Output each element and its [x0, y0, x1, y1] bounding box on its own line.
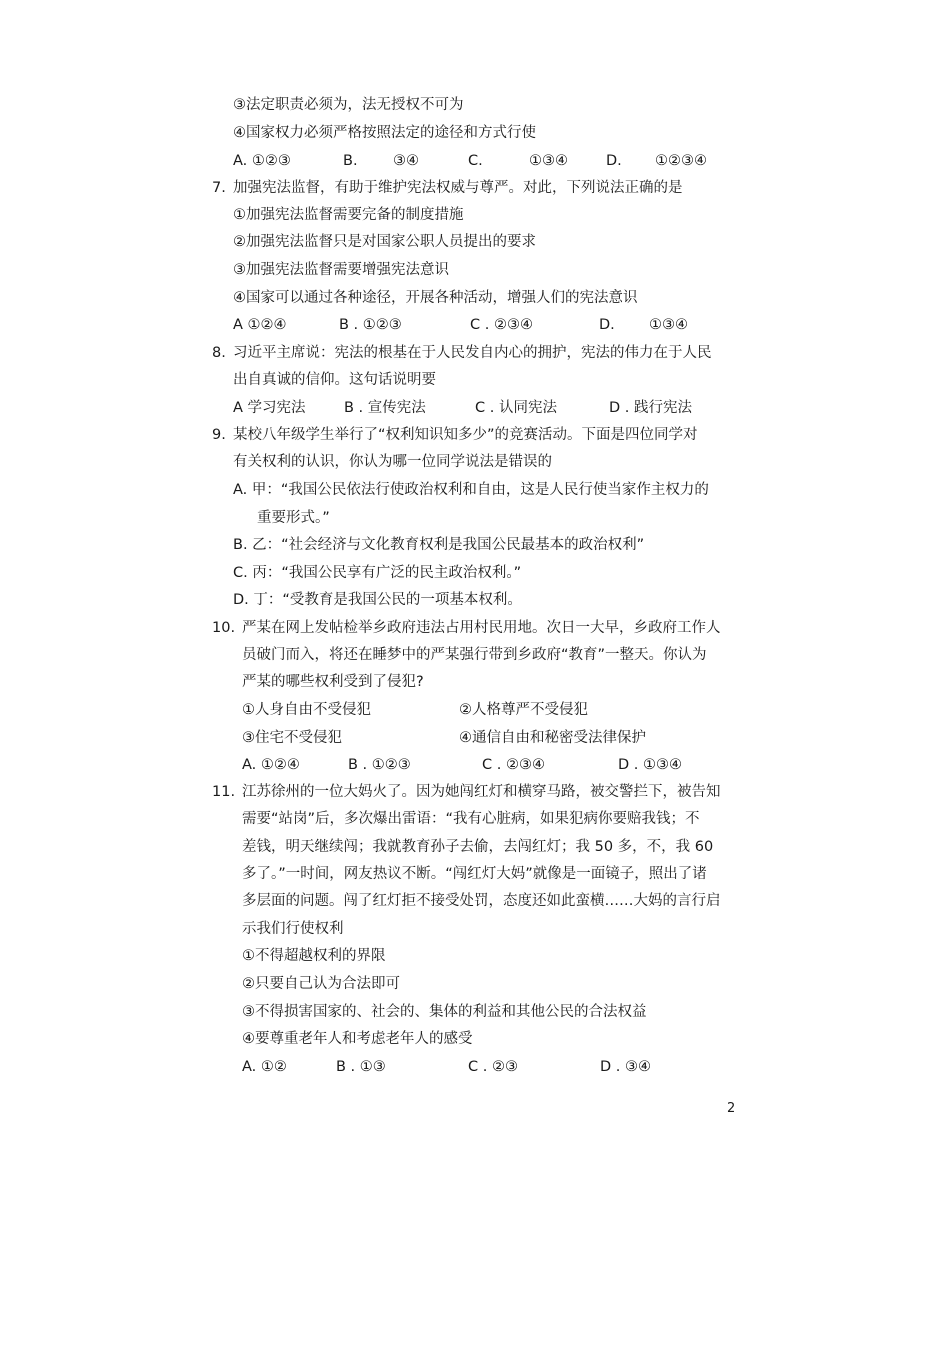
q11-stem-line-4: 多了。”一时间，网友热议不断。“闯红灯大妈”就像是一面镜子，照出了诸: [242, 866, 707, 882]
q11-stem-line-3: 差钱，明天继续闯；我就教育孙子去偷，去闯红灯；我 50 多，不，我 60: [242, 839, 714, 855]
q8-stem-line-2: 出自真诚的信仰。这句话说明要: [233, 372, 436, 388]
q7-statement-1: ①加强宪法监督需要完备的制度措施: [233, 207, 464, 223]
q6-option-b-label: B.: [343, 153, 358, 169]
q7-statement-4: ④国家可以通过各种途径，开展各种活动，增强人们的宪法意识: [233, 290, 638, 306]
q10-option-a: A. ①②④: [242, 757, 300, 773]
q9-option-b: B. 乙：“社会经济与文化教育权利是我国公民最基本的政治权利”: [233, 537, 645, 553]
q11-statement-3: ③不得损害国家的、社会的、集体的利益和其他公民的合法权益: [242, 1004, 647, 1020]
q9-option-a-line-1: A. 甲：“我国公民依法行使政治权利和自由，这是人民行使当家作主权力的: [233, 482, 709, 498]
q11-option-d: D . ③④: [600, 1059, 651, 1075]
q11-statement-4: ④要尊重老年人和考虑老年人的感受: [242, 1031, 473, 1047]
q6-option-a: A. ①②③: [233, 153, 291, 169]
q10-option-d: D . ①③④: [618, 757, 682, 773]
q9-option-d: D. 丁：“受教育是我国公民的一项基本权利。: [233, 592, 522, 608]
q7-option-d-label: D.: [599, 317, 615, 333]
q7-statement-2: ②加强宪法监督只是对国家公职人员提出的要求: [233, 234, 536, 250]
q7-option-d: ①③④: [649, 317, 688, 333]
q9-option-a-line-2: 重要形式。”: [257, 510, 330, 526]
q11-option-a: A. ①②: [242, 1059, 287, 1075]
q11-stem-line-5: 多层面的问题。闯了红灯拒不接受处罚，态度还如此蛮横……大妈的言行启: [242, 893, 721, 909]
q10-option-c: C . ②③④: [482, 757, 545, 773]
q10-statement-2: ②人格尊严不受侵犯: [459, 702, 588, 718]
page-number: 2: [727, 1101, 736, 1116]
q10-statement-1: ①人身自由不受侵犯: [242, 702, 371, 718]
q10-stem-line-1: 严某在网上发帖检举乡政府违法占用村民用地。次日一大早，乡政府工作人: [242, 620, 721, 636]
q7-number: 7.: [212, 180, 226, 196]
q11-option-c: C . ②③: [468, 1059, 518, 1075]
q11-stem-line-2: 需要“站岗”后，多次爆出雷语：“我有心脏病，如果犯病你要赔我钱；不: [242, 811, 700, 827]
q6-option-c: ①③④: [529, 153, 568, 169]
q6-statement-3: ③法定职责必须为，法无授权不可为: [233, 97, 464, 113]
q10-number: 10.: [212, 620, 236, 636]
q6-option-b: ③④: [393, 153, 419, 169]
q7-stem: 加强宪法监督，有助于维护宪法权威与尊严。对此，下列说法正确的是: [233, 180, 683, 196]
q7-option-b: B . ①②③: [339, 317, 402, 333]
q10-statement-3: ③住宅不受侵犯: [242, 730, 342, 746]
q7-option-a: A ①②④: [233, 317, 287, 333]
q11-statement-1: ①不得超越权利的界限: [242, 948, 386, 964]
q8-stem-line-1: 习近平主席说：宪法的根基在于人民发自内心的拥护，宪法的伟力在于人民: [233, 345, 712, 361]
q9-number: 9.: [212, 427, 226, 443]
q11-stem-line-1: 江苏徐州的一位大妈火了。因为她闯红灯和横穿马路，被交警拦下，被告知: [242, 784, 721, 800]
q8-option-c: C . 认同宪法: [475, 400, 557, 416]
q11-number: 11.: [212, 784, 236, 800]
q11-stem-line-6: 示我们行使权利: [242, 921, 344, 937]
q6-option-d-label: D.: [606, 153, 622, 169]
q10-option-b: B . ①②③: [348, 757, 411, 773]
q10-statement-4: ④通信自由和秘密受法律保护: [459, 730, 646, 746]
q11-statement-2: ②只要自己认为合法即可: [242, 976, 400, 992]
q9-stem-line-2: 有关权利的认识，你认为哪一位同学说法是错误的: [233, 454, 552, 470]
q6-option-d: ①②③④: [655, 153, 707, 169]
q9-option-c: C. 丙：“我国公民享有广泛的民主政治权利。”: [233, 565, 522, 581]
q10-stem-line-3: 严某的哪些权利受到了侵犯?: [242, 674, 424, 690]
q8-option-d: D . 践行宪法: [609, 400, 692, 416]
q9-stem-line-1: 某校八年级学生举行了“权利知识知多少”的竞赛活动。下面是四位同学对: [233, 427, 698, 443]
q8-option-b: B . 宣传宪法: [344, 400, 426, 416]
q10-stem-line-2: 员破门而入，将还在睡梦中的严某强行带到乡政府“教育”一整天。你认为: [242, 647, 707, 663]
q6-option-c-label: C.: [468, 153, 483, 169]
q8-option-a: A 学习宪法: [233, 400, 306, 416]
q6-statement-4: ④国家权力必须严格按照法定的途径和方式行使: [233, 125, 536, 141]
q11-option-b: B . ①③: [336, 1059, 386, 1075]
q8-number: 8.: [212, 345, 226, 361]
q7-option-c: C . ②③④: [470, 317, 533, 333]
q7-statement-3: ③加强宪法监督需要增强宪法意识: [233, 262, 449, 278]
